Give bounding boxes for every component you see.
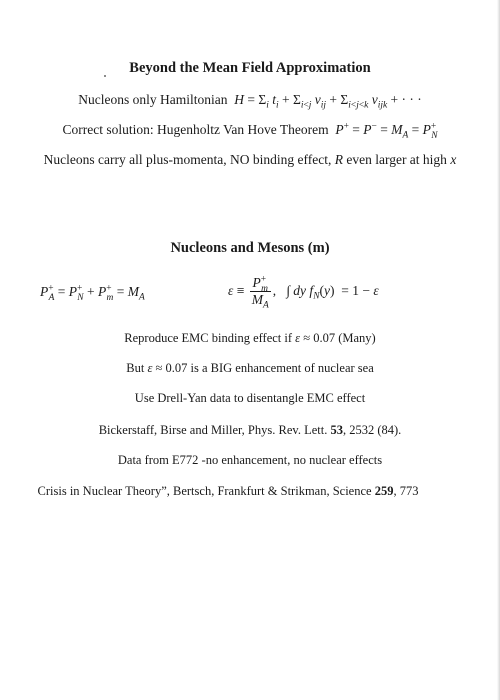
no-binding-line: Nucleons carry all plus-momenta, NO binding effect, R even larger at high x <box>43 152 457 167</box>
hamiltonian-equation: $H = \Sigma_i$ $t_i + \Sigma_{i<j}$ $v_{ij} + \Sigma_{i<j<k}$ $v_{ijk}$ + · · · <box>234 92 422 111</box>
momentum-sum-equation: $P^+_A = P^+_N + P^+_m = M_A$ <box>40 283 145 303</box>
hvh-theorem-text: Correct solution: Hugenholtz Van Hove Theorem <box>62 122 329 137</box>
drell-yan-line: Use Drell-Yan data to disentangle EMC effect <box>134 391 366 405</box>
epsilon-fraction: $\frac{P^+_m}{M_A}$ <box>251 274 269 311</box>
hamiltonian-text: Nucleons only Hamiltonian <box>78 92 228 107</box>
epsilon-definition: ε ≡ $\frac{P^+_m}{M_A}$ , ∫ dy $f_N(y) = 1 - \varepsilon$ <box>228 274 379 311</box>
e772-line: Data from E772 -no enhancement, no nuclear effects <box>117 453 383 467</box>
nuclear-sea-line: But ε ≈ 0.07 is a BIG enhancement of nuclear sea <box>126 361 374 375</box>
momentum-equations <box>0 276 500 316</box>
section-title-mean-field: Beyond the Mean Field Approximation <box>129 60 371 76</box>
hamiltonian-line <box>0 92 500 111</box>
scan-speck <box>104 75 106 77</box>
reference-crisis: Crisis in Nuclear Theory”, Bertsch, Frankfurt & Strikman, Science 259, 773 <box>37 484 419 498</box>
hvh-theorem-line <box>0 121 500 141</box>
emc-binding-line: Reproduce EMC binding effect if ε ≈ 0.07 (Many) <box>124 331 376 345</box>
hvh-theorem-equation: $P^+ = P^- = M_A = P^+_N$ <box>335 121 438 141</box>
section-title-nucleons-mesons: Nucleons and Mesons (m) <box>170 240 330 256</box>
reference-bickerstaff: Bickerstaff, Birse and Miller, Phys. Rev. Lett. 53, 2532 (84). <box>98 423 402 437</box>
